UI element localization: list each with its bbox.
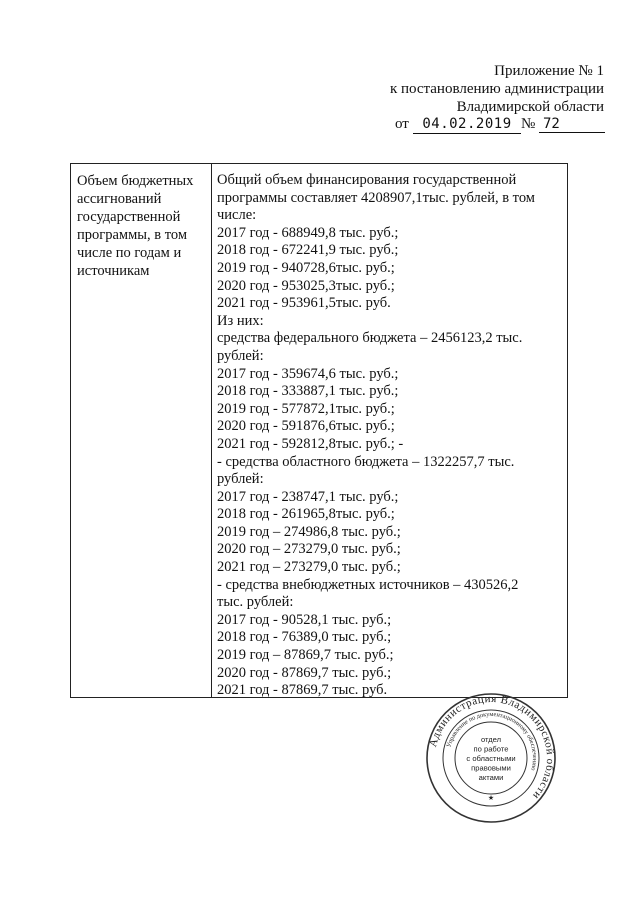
decree-date: 04.02.2019 bbox=[413, 116, 521, 134]
budget-detail-line: 2020 год – 273279,0 тыс. руб.; bbox=[217, 541, 401, 558]
budget-detail-line: 2020 год - 87869,7 тыс. руб.; bbox=[217, 664, 392, 681]
budget-detail-line: 2019 год – 87869,7 тыс. руб.; bbox=[217, 647, 394, 664]
column-divider bbox=[211, 164, 212, 697]
budget-detail-line: тыс. рублей: bbox=[217, 594, 294, 611]
budget-table bbox=[70, 163, 568, 698]
budget-detail-line: 2019 год – 274986,8 тыс. руб.; bbox=[217, 523, 401, 540]
budget-detail-line: рублей: bbox=[217, 471, 264, 488]
stamp-center-line: актами bbox=[478, 773, 504, 782]
budget-detail-line: 2021 год – 273279,0 тыс. руб.; bbox=[217, 559, 401, 576]
budget-detail-line: 2021 год - 87869,7 тыс. руб. bbox=[217, 682, 388, 699]
stamp-center-line: отдел bbox=[480, 735, 502, 744]
budget-detail-line: 2018 год - 333887,1 тыс. руб.; bbox=[217, 383, 399, 400]
appendix-region: Владимирской области bbox=[456, 99, 604, 115]
budget-detail-line: 2017 год - 359674,6 тыс. руб.; bbox=[217, 365, 399, 382]
budget-label-line: программы, в том bbox=[77, 227, 188, 243]
budget-detail-line: 2018 год - 261965,8тыс. руб.; bbox=[217, 506, 395, 523]
decree-number: 72 bbox=[539, 116, 605, 133]
budget-detail-line: 2021 год - 953961,5тыс. руб. bbox=[217, 295, 391, 312]
budget-detail-line: 2019 год - 940728,6тыс. руб.; bbox=[217, 259, 395, 276]
budget-details-cell bbox=[217, 172, 562, 700]
stamp-inner-text: Управление по документационному обеспечению bbox=[445, 710, 539, 772]
budget-detail-line: рублей: bbox=[217, 347, 264, 364]
budget-detail-line: числе: bbox=[217, 207, 257, 224]
official-stamp bbox=[425, 692, 557, 824]
appendix-to-decree: к постановлению администрации bbox=[389, 81, 604, 97]
budget-detail-line: программы составляет 4208907,1тыс. рублей, в том bbox=[217, 189, 535, 206]
appendix-title: Приложение № 1 bbox=[494, 63, 604, 79]
budget-label-cell bbox=[77, 172, 207, 280]
budget-detail-line: 2018 год - 76389,0 тыс. руб.; bbox=[217, 629, 392, 646]
budget-detail-line: 2017 год - 238747,1 тыс. руб.; bbox=[217, 488, 399, 505]
budget-detail-line: - средства внебюджетных источников – 430526,2 bbox=[217, 576, 519, 593]
budget-detail-line: 2021 год - 592812,8тыс. руб.; - bbox=[217, 435, 404, 452]
budget-label-line: ассигнований bbox=[77, 191, 162, 207]
budget-label-line: государственной bbox=[77, 209, 181, 225]
budget-detail-line: 2017 год - 90528,1 тыс. руб.; bbox=[217, 611, 392, 628]
appendix-header bbox=[390, 62, 604, 116]
budget-detail-line: 2020 год - 953025,3тыс. руб.; bbox=[217, 277, 395, 294]
stamp-outer-text: Администрация Владимирской области bbox=[427, 692, 557, 802]
budget-detail-line: 2019 год - 577872,1тыс. руб.; bbox=[217, 400, 395, 417]
decree-date-number-line bbox=[395, 116, 610, 134]
stamp-center-text bbox=[466, 735, 515, 782]
budget-detail-line: Общий объем финансирования государственной bbox=[217, 172, 517, 188]
budget-detail-line: 2020 год - 591876,6тыс. руб.; bbox=[217, 418, 395, 435]
budget-detail-line: Из них: bbox=[217, 312, 264, 329]
budget-detail-line: 2017 год - 688949,8 тыс. руб.; bbox=[217, 224, 399, 241]
budget-label-line: источникам bbox=[77, 263, 150, 279]
number-sign: № bbox=[521, 116, 536, 132]
stamp-center-line: правовыми bbox=[471, 763, 511, 773]
stamp-center-line: по работе bbox=[473, 744, 509, 754]
stamp-star-icon: ★ bbox=[487, 794, 495, 802]
budget-detail-line: средства федерального бюджета – 2456123,2 тыс. bbox=[217, 330, 523, 347]
from-label: от bbox=[395, 116, 409, 132]
budget-detail-line: 2018 год - 672241,9 тыс. руб.; bbox=[217, 242, 399, 259]
budget-detail-line: - средства областного бюджета – 1322257,7 тыс. bbox=[217, 453, 515, 470]
stamp-center-line: с областными bbox=[466, 754, 516, 763]
budget-label-line: числе по годам и bbox=[77, 245, 182, 261]
budget-label-line: Объем бюджетных bbox=[77, 173, 194, 189]
